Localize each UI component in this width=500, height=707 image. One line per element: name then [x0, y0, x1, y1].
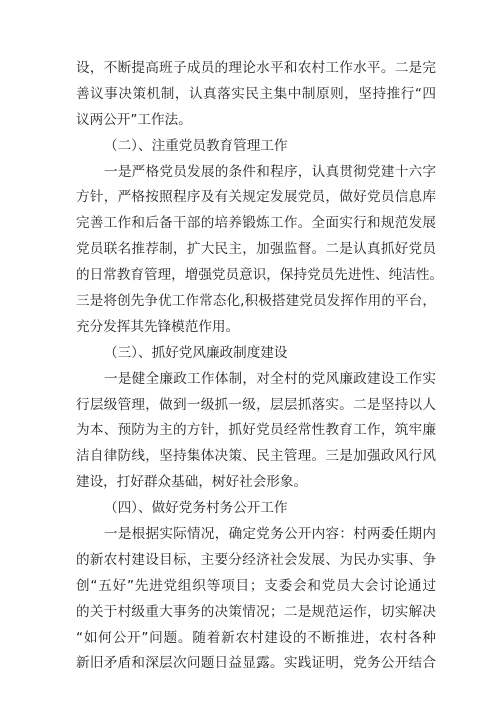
text-line: 创“五好”先进党组织等项目；支委会和党员大会讨论通过: [76, 577, 436, 594]
text-line: 的新农村建设目标，主要分经济社会发展、为民办实事、争: [76, 551, 436, 568]
text-line: 行层级管理，做到一级抓一级，层层抓落实。二是坚持以人: [76, 396, 436, 413]
text-line: 方针，严格按照程序及有关规定发展党员，做好党员信息库: [76, 189, 436, 206]
section-heading: （四）、做好党务村务公开工作: [104, 500, 288, 517]
text-line: 的日常教育管理，增强党员意识，保持党员先进性、纯洁性。: [76, 267, 444, 284]
section-heading: （三）、抓好党风廉政制度建设: [104, 344, 288, 361]
text-line: 洁自律防线，坚持集体决策、民主管理。三是加强政风行风: [76, 448, 436, 465]
text-line: 为本、预防为主的方针，抓好党员经常性教育工作，筑牢廉: [76, 422, 436, 439]
text-line: 新旧矛盾和深层次问题日益显露。实践证明，党务公开结合: [76, 655, 436, 672]
text-line: 建设，打好群众基础，树好社会形象。: [76, 474, 308, 491]
text-line: 议两公开”工作法。: [76, 111, 192, 128]
text-line: “如何公开”问题。随着新农村建设的不断推进，农村各种: [76, 629, 436, 646]
text-line: 一是健全廉政工作体制，对全村的党风廉政建设工作实: [104, 370, 436, 387]
text-line: 一是根据实际情况，确定党务公开内容：村两委任期内: [104, 526, 436, 543]
text-line: 一是严格党员发展的条件和程序，认真贯彻党建十六字: [104, 163, 436, 180]
section-heading: （二）、注重党员教育管理工作: [104, 137, 288, 154]
text-line: 的关于村级重大事务的决策情况；二是规范运作，切实解决: [76, 603, 436, 620]
text-line: 善议事决策机制，认真落实民主集中制原则，坚持推行“四: [76, 85, 436, 102]
text-line: 三是将创先争优工作常态化,积极搭建党员发挥作用的平台，: [76, 293, 436, 310]
text-line: 设，不断提高班子成员的理论水平和农村工作水平。二是完: [76, 60, 436, 76]
document-page: [76, 56, 444, 677]
text-line: 完善工作和后备干部的培养锻炼工作。全面实行和规范发展: [76, 215, 436, 232]
text-line: 充分发挥其先锋模范作用。: [76, 318, 240, 335]
text-line: 党员联名推荐制，扩大民主，加强监督。二是认真抓好党员: [76, 241, 436, 258]
